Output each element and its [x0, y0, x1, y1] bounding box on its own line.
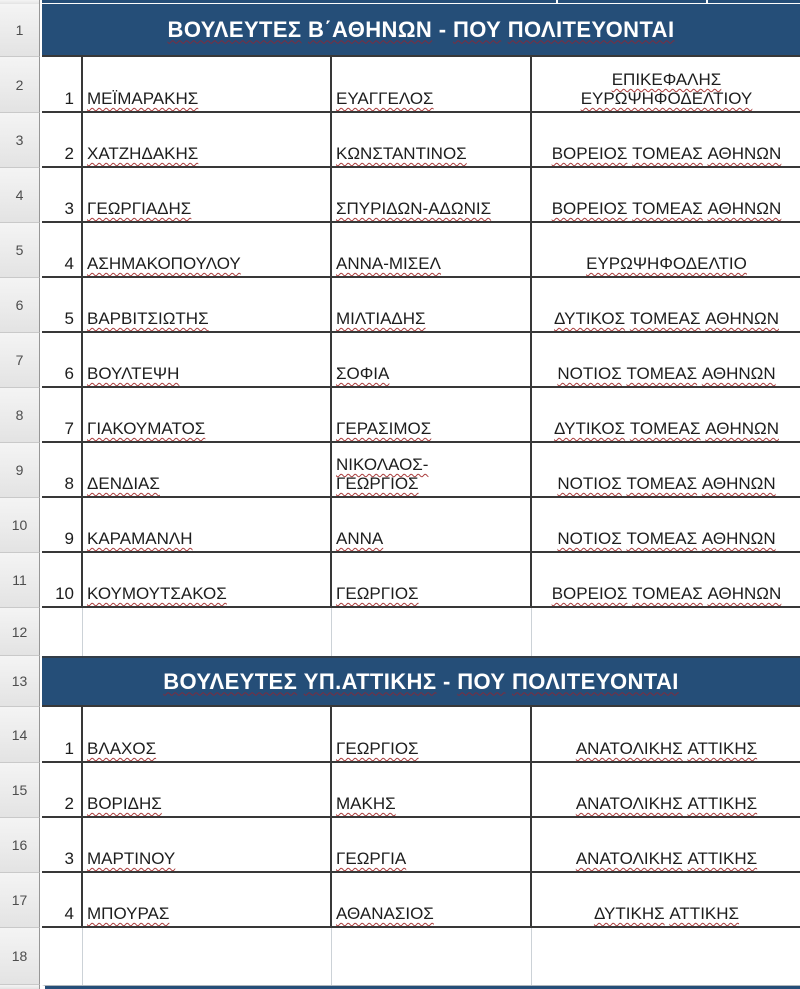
cell-firstname[interactable] — [332, 223, 532, 278]
cell-text: ΔΥΤΙΚΟΣ ΤΟΜΕΑΣ ΑΘΗΝΩΝ — [554, 309, 779, 328]
cell-firstname[interactable] — [332, 57, 532, 113]
cell-surname[interactable] — [83, 168, 332, 223]
empty-cell[interactable] — [332, 608, 532, 656]
cell-text: ΑΝΑΤΟΛΙΚΗΣ ΑΤΤΙΚΗΣ — [575, 739, 758, 758]
cell-text: ΣΠΥΡΙΔΩΝ-ΑΔΩΝΙΣ — [336, 199, 492, 218]
partial-blue-row — [42, 0, 800, 4]
row-header[interactable]: 18 — [0, 928, 40, 985]
cell-text: ΜΑΡΤΙΝΟΥ — [87, 849, 176, 868]
cell-text: ΓΕΩΡΓΙΟΣ — [336, 584, 419, 603]
cell-text: ΑΣΗΜΑΚΟΠΟΥΛΟΥ — [87, 254, 241, 273]
cell-text: ΓΕΩΡΓΙΑΔΗΣ — [87, 199, 192, 218]
cell-surname[interactable] — [83, 707, 332, 763]
section-title-cell[interactable] — [42, 4, 800, 57]
cell-constituency[interactable] — [532, 278, 800, 333]
cell-index[interactable] — [42, 168, 83, 223]
cell-surname[interactable] — [83, 223, 332, 278]
cell-text: ΜΑΚΗΣ — [336, 794, 396, 813]
row-header[interactable]: 14 — [0, 707, 40, 763]
cell-surname[interactable] — [83, 763, 332, 818]
row-header[interactable]: 4 — [0, 168, 40, 223]
cell-constituency[interactable] — [532, 873, 800, 928]
row-header[interactable]: 7 — [0, 333, 40, 388]
cell-firstname[interactable] — [332, 443, 532, 498]
cell-surname[interactable] — [83, 57, 332, 113]
cell-text: ΒΟΡΕΙΟΣ ΤΟΜΕΑΣ ΑΘΗΝΩΝ — [551, 584, 782, 603]
cell-text: ΝΟΤΙΟΣ ΤΟΜΕΑΣ ΑΘΗΝΩΝ — [557, 474, 776, 493]
cell-firstname[interactable] — [332, 707, 532, 763]
row-header[interactable]: 10 — [0, 498, 40, 553]
row-header[interactable]: 12 — [0, 608, 40, 656]
cell-text: 2 — [64, 144, 74, 163]
cell-constituency[interactable] — [532, 763, 800, 818]
cell-surname[interactable] — [83, 278, 332, 333]
cell-text: 4 — [64, 904, 74, 923]
table-row — [0, 498, 800, 553]
empty-row — [0, 928, 800, 985]
empty-row — [0, 608, 800, 656]
cell-text: ΒΟΡΙΔΗΣ — [87, 794, 162, 813]
cell-text: 6 — [64, 364, 74, 383]
cell-index[interactable] — [42, 707, 83, 763]
cell-text: ΚΟΥΜΟΥΤΣΑΚΟΣ — [87, 584, 227, 603]
cell-text: 2 — [64, 794, 74, 813]
cell-firstname[interactable] — [332, 113, 532, 168]
cell-firstname[interactable] — [332, 873, 532, 928]
empty-cell[interactable] — [332, 928, 532, 985]
cell-constituency[interactable] — [532, 707, 800, 763]
cell-text: ΒΟΥΛΤΕΨΗ — [87, 364, 180, 383]
cell-text: ΒΛΑΧΟΣ — [87, 739, 157, 758]
table-row — [0, 763, 800, 818]
cell-surname[interactable] — [83, 498, 332, 553]
cell-text: 4 — [64, 254, 74, 273]
cell-text: 3 — [64, 849, 74, 868]
table-row — [0, 388, 800, 443]
row-header[interactable]: 8 — [0, 388, 40, 443]
cell-text: ΔΥΤΙΚΟΣ ΤΟΜΕΑΣ ΑΘΗΝΩΝ — [554, 419, 779, 438]
cell-text: ΝΙΚΟΛΑΟΣ- ΓΕΩΡΓΙΟΣ — [336, 455, 429, 493]
cell-text: ΒΟΡΕΙΟΣ ΤΟΜΕΑΣ ΑΘΗΝΩΝ — [551, 199, 782, 218]
empty-cell[interactable] — [532, 928, 800, 985]
cell-surname[interactable] — [83, 333, 332, 388]
cell-text: ΜΙΛΤΙΑΔΗΣ — [336, 309, 426, 328]
cell-index[interactable] — [42, 498, 83, 553]
table-row — [0, 707, 800, 763]
gridline-gap — [706, 0, 708, 3]
cell-index[interactable] — [42, 278, 83, 333]
cell-text: ΓΕΩΡΓΙΟΣ — [336, 739, 419, 758]
cell-index[interactable] — [42, 113, 83, 168]
row-header[interactable]: 2 — [0, 57, 40, 113]
cell-constituency[interactable] — [532, 57, 800, 113]
cell-constituency[interactable] — [532, 388, 800, 443]
table-row — [0, 278, 800, 333]
section-header-row — [0, 656, 800, 707]
cell-text: 7 — [64, 419, 74, 438]
cell-firstname[interactable] — [332, 763, 532, 818]
cell-index[interactable] — [42, 333, 83, 388]
table-row — [0, 57, 800, 113]
gridline-gap — [556, 0, 558, 3]
cell-constituency[interactable] — [532, 333, 800, 388]
empty-cell[interactable] — [83, 928, 332, 985]
cell-constituency[interactable] — [532, 818, 800, 873]
cell-text: ΕΥΡΩΨΗΦΟΔΕΛΤΙΟ — [586, 254, 747, 273]
cell-index[interactable] — [42, 818, 83, 873]
section-title: ΒΟΥΛΕΥΤΕΣ ΥΠ.ΑΤΤΙΚΗΣ - ΠΟΥ ΠΟΛΙΤΕΥΟΝΤΑΙ — [163, 668, 679, 694]
row-header[interactable]: 6 — [0, 278, 40, 333]
cell-text: 1 — [64, 89, 74, 108]
cell-text: ΑΝΑΤΟΛΙΚΗΣ ΑΤΤΙΚΗΣ — [575, 794, 758, 813]
cell-index[interactable] — [42, 763, 83, 818]
table-row — [0, 553, 800, 608]
cell-text: ΚΩΝΣΤΑΝΤΙΝΟΣ — [336, 144, 467, 163]
cell-text: 10 — [55, 584, 74, 603]
row-header[interactable]: 16 — [0, 818, 40, 873]
cell-text: ΕΠΙΚΕΦΑΛΗΣ ΕΥΡΩΨΗΦΟΔΕΛΤΙΟΥ — [580, 70, 753, 108]
cell-constituency[interactable] — [532, 498, 800, 553]
table-row — [0, 818, 800, 873]
cell-text: ΒΟΡΕΙΟΣ ΤΟΜΕΑΣ ΑΘΗΝΩΝ — [551, 144, 782, 163]
cell-firstname[interactable] — [332, 333, 532, 388]
cell-firstname[interactable] — [332, 818, 532, 873]
cell-text: ΓΕΡΑΣΙΜΟΣ — [336, 419, 432, 438]
cell-firstname[interactable] — [332, 553, 532, 608]
row-header[interactable]: 1 — [0, 4, 40, 57]
row-header[interactable]: 9 — [0, 443, 40, 498]
cell-text: ΜΠΟΥΡΑΣ — [87, 904, 170, 923]
cell-firstname[interactable] — [332, 498, 532, 553]
cell-text: 3 — [64, 199, 74, 218]
cell-surname[interactable] — [83, 388, 332, 443]
cell-constituency[interactable] — [532, 113, 800, 168]
cell-surname[interactable] — [83, 873, 332, 928]
cell-text: ΑΝΝΑ — [336, 529, 384, 548]
empty-cell[interactable] — [42, 608, 83, 656]
section-header-row — [0, 4, 800, 57]
cell-text: ΑΝΝΑ-ΜΙΣΕΛ — [336, 254, 441, 273]
section-title: ΒΟΥΛΕΥΤΕΣ Β΄ΑΘΗΝΩΝ - ΠΟΥ ΠΟΛΙΤΕΥΟΝΤΑΙ — [167, 16, 675, 42]
cell-firstname[interactable] — [332, 278, 532, 333]
table-row — [0, 333, 800, 388]
cell-text: ΜΕΪΜΑΡΑΚΗΣ — [87, 89, 199, 108]
row-header[interactable]: 13 — [0, 656, 40, 707]
row-header[interactable]: 17 — [0, 873, 40, 928]
table-row — [0, 873, 800, 928]
cell-firstname[interactable] — [332, 388, 532, 443]
empty-cell[interactable] — [83, 608, 332, 656]
cell-text: ΧΑΤΖΗΔΑΚΗΣ — [87, 144, 199, 163]
cell-text: 1 — [64, 739, 74, 758]
cell-constituency[interactable] — [532, 443, 800, 498]
cell-text: ΑΘΑΝΑΣΙΟΣ — [336, 904, 434, 923]
cell-text: ΔΕΝΔΙΑΣ — [87, 474, 160, 493]
cell-index[interactable] — [42, 388, 83, 443]
table-row — [0, 113, 800, 168]
cell-surname[interactable] — [83, 818, 332, 873]
cell-constituency[interactable] — [532, 553, 800, 608]
cell-index[interactable] — [42, 57, 83, 113]
empty-cell[interactable] — [532, 608, 800, 656]
cell-index[interactable] — [42, 223, 83, 278]
cell-text: ΝΟΤΙΟΣ ΤΟΜΕΑΣ ΑΘΗΝΩΝ — [557, 529, 776, 548]
cell-constituency[interactable] — [532, 168, 800, 223]
cell-text: ΓΕΩΡΓΙΑ — [336, 849, 407, 868]
row-header-partial — [0, 985, 40, 989]
partial-row-below — [0, 985, 800, 989]
cell-index[interactable] — [42, 873, 83, 928]
cell-text: ΒΑΡΒΙΤΣΙΩΤΗΣ — [87, 309, 209, 328]
cell-index[interactable] — [42, 553, 83, 608]
row-header[interactable]: 5 — [0, 223, 40, 278]
cell-constituency[interactable] — [532, 223, 800, 278]
cell-surname[interactable] — [83, 113, 332, 168]
cell-text: ΔΥΤΙΚΗΣ ΑΤΤΙΚΗΣ — [593, 904, 740, 923]
table-row — [0, 223, 800, 278]
cell-text: ΓΙΑΚΟΥΜΑΤΟΣ — [87, 419, 206, 438]
row-header[interactable]: 3 — [0, 113, 40, 168]
partial-blue-row — [42, 985, 800, 989]
cell-text: 5 — [64, 309, 74, 328]
row-header[interactable]: 15 — [0, 763, 40, 818]
cell-text: ΝΟΤΙΟΣ ΤΟΜΕΑΣ ΑΘΗΝΩΝ — [557, 364, 776, 383]
cell-index[interactable] — [42, 443, 83, 498]
cell-firstname[interactable] — [332, 168, 532, 223]
table-row — [0, 168, 800, 223]
row-header[interactable]: 11 — [0, 553, 40, 608]
cell-surname[interactable] — [83, 553, 332, 608]
cell-text: ΑΝΑΤΟΛΙΚΗΣ ΑΤΤΙΚΗΣ — [575, 849, 758, 868]
table-row — [0, 443, 800, 498]
cell-text: ΕΥΑΓΓΕΛΟΣ — [336, 89, 434, 108]
cell-text: ΚΑΡΑΜΑΝΛΗ — [87, 529, 193, 548]
partial-row-above — [0, 0, 800, 4]
empty-cell[interactable] — [42, 928, 83, 985]
cell-surname[interactable] — [83, 443, 332, 498]
cell-text: ΣΟΦΙΑ — [336, 364, 390, 383]
cell-text: 9 — [64, 529, 74, 548]
section-title-cell[interactable] — [42, 656, 800, 707]
cell-text: 8 — [64, 474, 74, 493]
